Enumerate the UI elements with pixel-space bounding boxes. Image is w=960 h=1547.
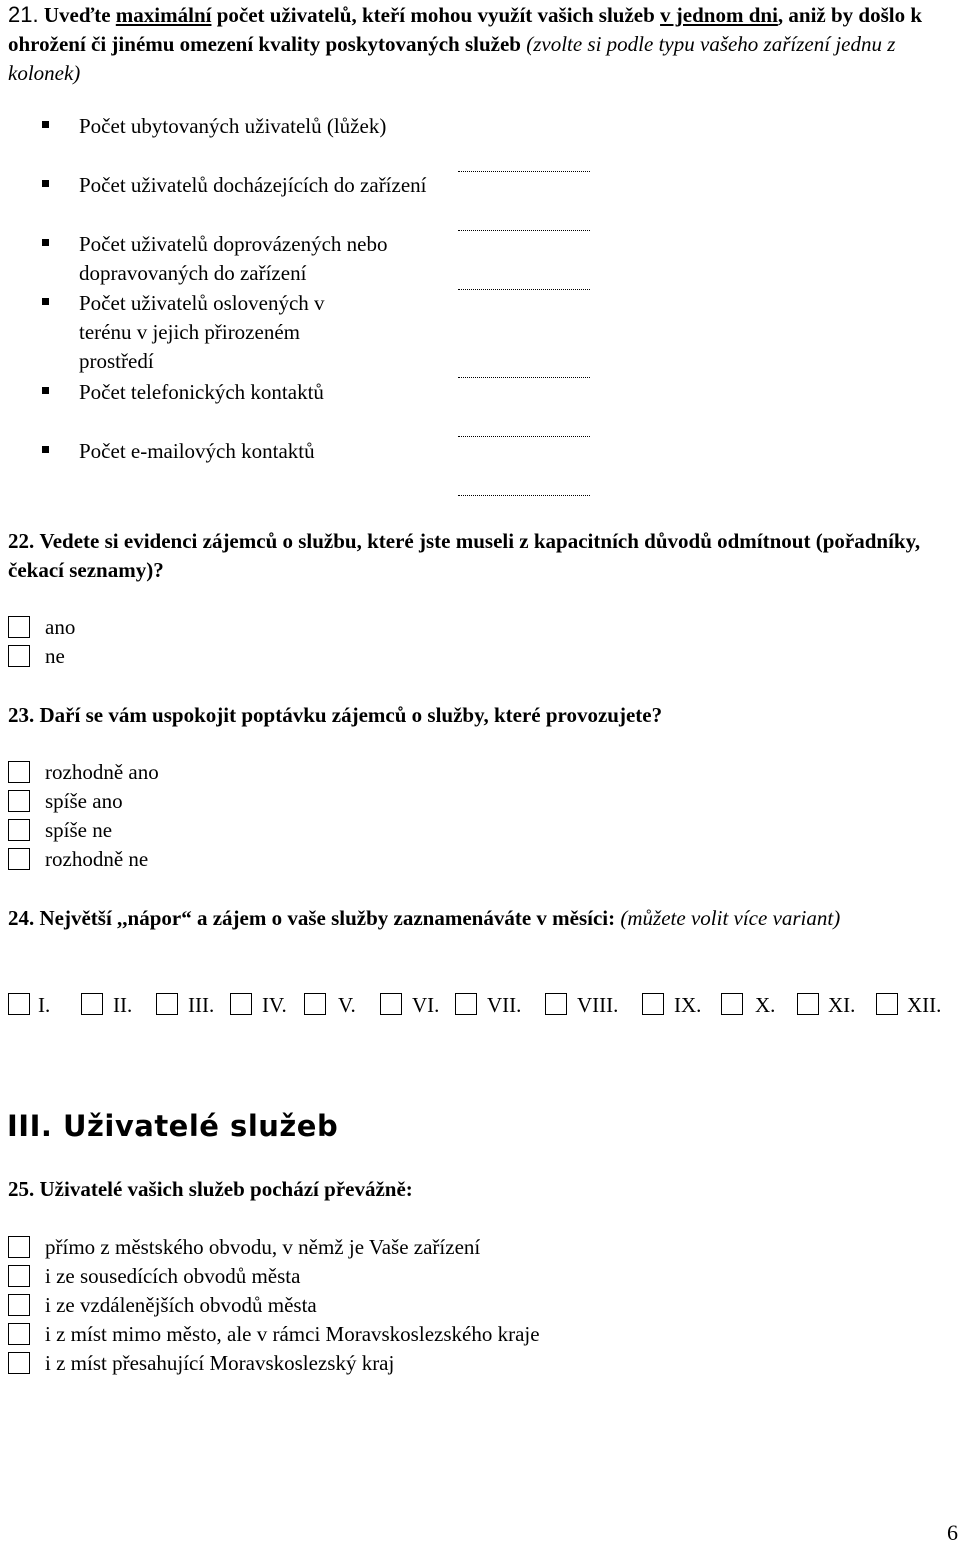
month-label: XII. (907, 993, 942, 1017)
list-item: Počet uživatelů doprovázených nebo dopravovaných do zařízení (79, 232, 388, 285)
checkbox-month-5[interactable] (304, 993, 326, 1015)
checkbox-ano[interactable] (8, 616, 30, 638)
checkbox-label: i z míst mimo město, ale v rámci Moravskoslezského kraje (45, 1322, 540, 1346)
month-label: IV. (262, 993, 287, 1017)
checkbox-spise-ano[interactable] (8, 790, 30, 812)
checkbox-origin-4[interactable] (8, 1323, 30, 1345)
checkbox-label: spíše ne (45, 818, 113, 842)
answer-line[interactable] (458, 230, 590, 231)
list-item: Počet e-mailových kontaktů (79, 439, 315, 463)
text-part: Uveďte (43, 3, 116, 27)
checkbox-label: rozhodně ano (45, 760, 159, 784)
checkbox-label: spíše ano (45, 789, 123, 813)
bullet-icon (42, 446, 49, 453)
checkbox-month-3[interactable] (156, 993, 178, 1015)
checkbox-month-7[interactable] (455, 993, 477, 1015)
question-23 (8, 701, 948, 730)
bullet-icon (42, 387, 49, 394)
question-22 (8, 527, 948, 585)
text-part: , aniž by došlo k ohrožení či jinému omezení kvality poskytovaných služeb (8, 3, 923, 56)
checkbox-month-4[interactable] (230, 993, 252, 1015)
month-label: III. (188, 993, 215, 1017)
checkbox-spise-ne[interactable] (8, 819, 30, 841)
list-item: Počet uživatelů oslovených v terénu v jejich přirozeném prostředí (79, 291, 325, 373)
checkbox-origin-1[interactable] (8, 1236, 30, 1258)
checkbox-origin-3[interactable] (8, 1294, 30, 1316)
list-item: Počet ubytovaných uživatelů (lůžek) (79, 114, 387, 138)
question-text: Největší ,,nápor“ a zájem o vaše služby zaznamenáváte v měsíci: (39, 906, 616, 930)
month-label: II. (113, 993, 133, 1017)
answer-line[interactable] (458, 495, 590, 496)
answer-line[interactable] (458, 171, 590, 172)
checkbox-label: ne (45, 644, 65, 668)
question-text: Daří se vám uspokojit poptávku zájemců o služby, které provozujete? (39, 703, 663, 727)
question-24 (8, 904, 948, 933)
answer-line[interactable] (458, 289, 590, 290)
question-text: Uživatelé vašich služeb pochází převážně: (39, 1177, 413, 1201)
bullet-icon (42, 180, 49, 187)
checkbox-label: i ze sousedících obvodů města (45, 1264, 301, 1288)
checkbox-label: přímo z městského obvodu, v němž je Vaše zařízení (45, 1235, 481, 1259)
checkbox-month-8[interactable] (545, 993, 567, 1015)
question-note: (zvolte si podle typu vašeho zařízení jednu z kolonek) (8, 32, 896, 85)
question-number: 23. (8, 703, 35, 727)
checkbox-label: i z míst přesahující Moravskoslezský kraj (45, 1351, 395, 1375)
checkbox-origin-5[interactable] (8, 1352, 30, 1374)
checkbox-origin-2[interactable] (8, 1265, 30, 1287)
month-label: VI. (412, 993, 440, 1017)
bullet-icon (42, 239, 49, 246)
checkbox-ne[interactable] (8, 645, 30, 667)
page-number: 6 (947, 1520, 958, 1545)
checkbox-month-10[interactable] (721, 993, 743, 1015)
month-label: VII. (487, 993, 522, 1017)
question-number: 22. (8, 529, 35, 553)
text-part: počet uživatelů, kteří mohou využít vašich služeb (211, 3, 661, 27)
question-number: 24. (8, 906, 35, 930)
month-label: V. (338, 993, 356, 1017)
section-heading: III. Uživatelé služeb (7, 1109, 339, 1143)
answer-line[interactable] (458, 377, 590, 378)
checkbox-label: i ze vzdálenějších obvodů města (45, 1293, 317, 1317)
question-text: Vedete si evidenci zájemců o službu, které jste museli z kapacitních důvodů odmítnout (pořadníky, čekací seznamy)? (8, 529, 921, 582)
month-label: XI. (828, 993, 856, 1017)
month-label: I. (38, 993, 51, 1017)
bullet-icon (42, 121, 49, 128)
checkbox-month-6[interactable] (380, 993, 402, 1015)
checkbox-month-1[interactable] (8, 993, 30, 1015)
bullet-icon (42, 298, 49, 305)
answer-line[interactable] (458, 436, 590, 437)
text-part-underlined: v jednom dni (660, 3, 778, 27)
checkbox-rozhodne-ano[interactable] (8, 761, 30, 783)
question-number: 25. (8, 1177, 35, 1201)
checkbox-label: ano (45, 615, 76, 639)
month-label: VIII. (577, 993, 619, 1017)
question-note: (můžete volit více variant) (620, 906, 841, 930)
checkbox-month-12[interactable] (876, 993, 898, 1015)
question-21 (8, 0, 948, 88)
checkbox-month-2[interactable] (81, 993, 103, 1015)
month-label: X. (755, 993, 776, 1017)
list-item: Počet telefonických kontaktů (79, 380, 324, 404)
checkbox-month-11[interactable] (797, 993, 819, 1015)
month-label: IX. (674, 993, 702, 1017)
checkbox-label: rozhodně ne (45, 847, 149, 871)
list-item: Počet uživatelů docházejících do zařízení (79, 173, 427, 197)
question-25 (8, 1175, 948, 1204)
checkbox-month-9[interactable] (642, 993, 664, 1015)
question-number: 21. (8, 2, 39, 27)
text-part-underlined: maximální (115, 3, 212, 27)
checkbox-rozhodne-ne[interactable] (8, 848, 30, 870)
